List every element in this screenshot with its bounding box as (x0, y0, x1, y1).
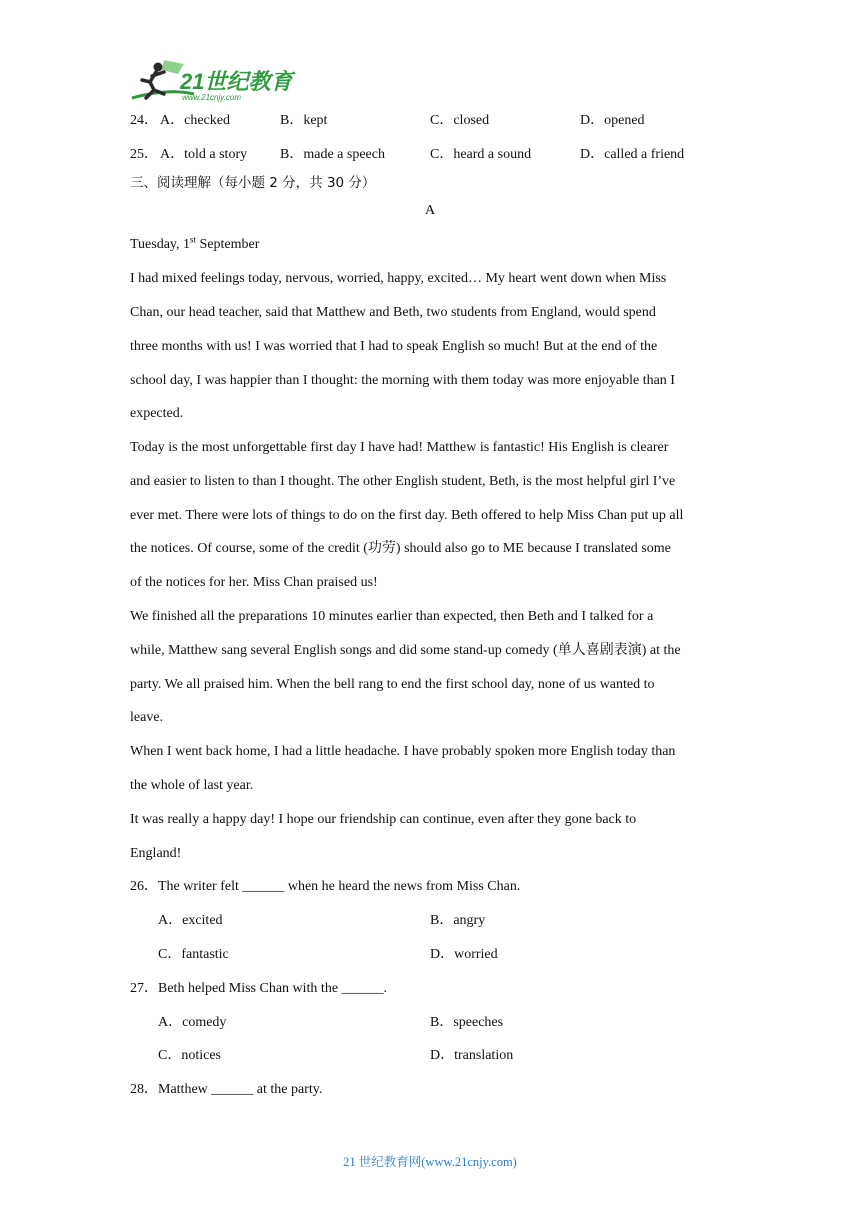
option-d: D．worried (430, 947, 498, 962)
passage-line: school day, I was happier than I thought: the morning with them today was more enjoyable than I (130, 373, 675, 388)
option-b: B．kept (280, 113, 328, 128)
question-stem: 26．The writer felt ______ when he heard the news from Miss Chan. (130, 879, 521, 894)
passage-line: party. We all praised him. When the bell rang to end the first school day, none of us wanted to (130, 677, 655, 692)
passage-label: A (424, 203, 436, 218)
passage-line: I had mixed feelings today, nervous, worried, happy, excited… My heart went down when Miss (130, 271, 667, 286)
option-d: D．called a friend (580, 147, 685, 162)
passage-line: We finished all the preparations 10 minutes earlier than expected, then Beth and I talked for a (130, 609, 654, 624)
date-day: Tuesday, 1 (130, 237, 191, 252)
question-stem: 28．Matthew ______ at the party. (130, 1082, 323, 1097)
passage-line: expected. (130, 406, 184, 421)
date-month: September (196, 237, 260, 252)
option-d: D．opened (580, 113, 645, 128)
option-c: C．closed (430, 113, 490, 128)
passage-line: leave. (130, 710, 164, 725)
passage-date (130, 236, 259, 254)
question-number: 24． (130, 113, 158, 128)
option-b: B．angry (430, 913, 486, 928)
date-ordinal: st (190, 234, 197, 245)
passage-line: the whole of last year. (130, 778, 254, 793)
section-heading: 三、阅读理解（每小题 2 分，共 30 分） (130, 175, 376, 191)
passage-line: and easier to listen to than I thought. The other English student, Beth, is the most helpful girl I’ve (130, 474, 676, 489)
page-footer: 21 世纪教育网(www.21cnjy.com) (343, 1155, 517, 1169)
option-b: B．speeches (430, 1015, 504, 1030)
option-a: A．checked (160, 113, 230, 128)
passage-line: the notices. Of course, some of the credit (功劳) should also go to ME because I translated some (130, 541, 671, 556)
passage-line: three months with us! I was worried that I had to speak English so much! But at the end of the (130, 339, 658, 354)
option-c: C．fantastic (158, 947, 229, 962)
passage-line: It was really a happy day! I hope our friendship can continue, even after they gone back to (130, 812, 637, 827)
option-c: C．notices (158, 1048, 221, 1063)
logo-text: 21世纪教育 (180, 69, 293, 94)
passage-line: of the notices for her. Miss Chan praised us! (130, 575, 378, 590)
passage-line: England! (130, 846, 182, 861)
passage-line: Today is the most unforgettable first day I have had! Matthew is fantastic! His English is clearer (130, 440, 669, 455)
option-b: B．made a speech (280, 147, 385, 162)
passage-line: while, Matthew sang several English songs and did some stand-up comedy (单人喜剧表演) at the (130, 643, 681, 658)
passage-line: ever met. There were lots of things to do on the first day. Beth offered to help Miss Chan put up all (130, 508, 684, 523)
option-a: A．comedy (158, 1015, 227, 1030)
logo-url: www.21cnjy.com (182, 93, 241, 102)
site-logo (128, 58, 303, 104)
passage-line: When I went back home, I had a little headache. I have probably spoken more English today than (130, 744, 676, 759)
question-number: 25． (130, 147, 158, 162)
option-d: D．translation (430, 1048, 514, 1063)
passage-line: Chan, our head teacher, said that Matthew and Beth, two students from England, would spend (130, 305, 656, 320)
option-c: C．heard a sound (430, 147, 532, 162)
runner-logo-icon (128, 58, 303, 104)
question-stem: 27．Beth helped Miss Chan with the ______. (130, 981, 388, 996)
option-a: A．excited (158, 913, 223, 928)
option-a: A．told a story (160, 147, 248, 162)
